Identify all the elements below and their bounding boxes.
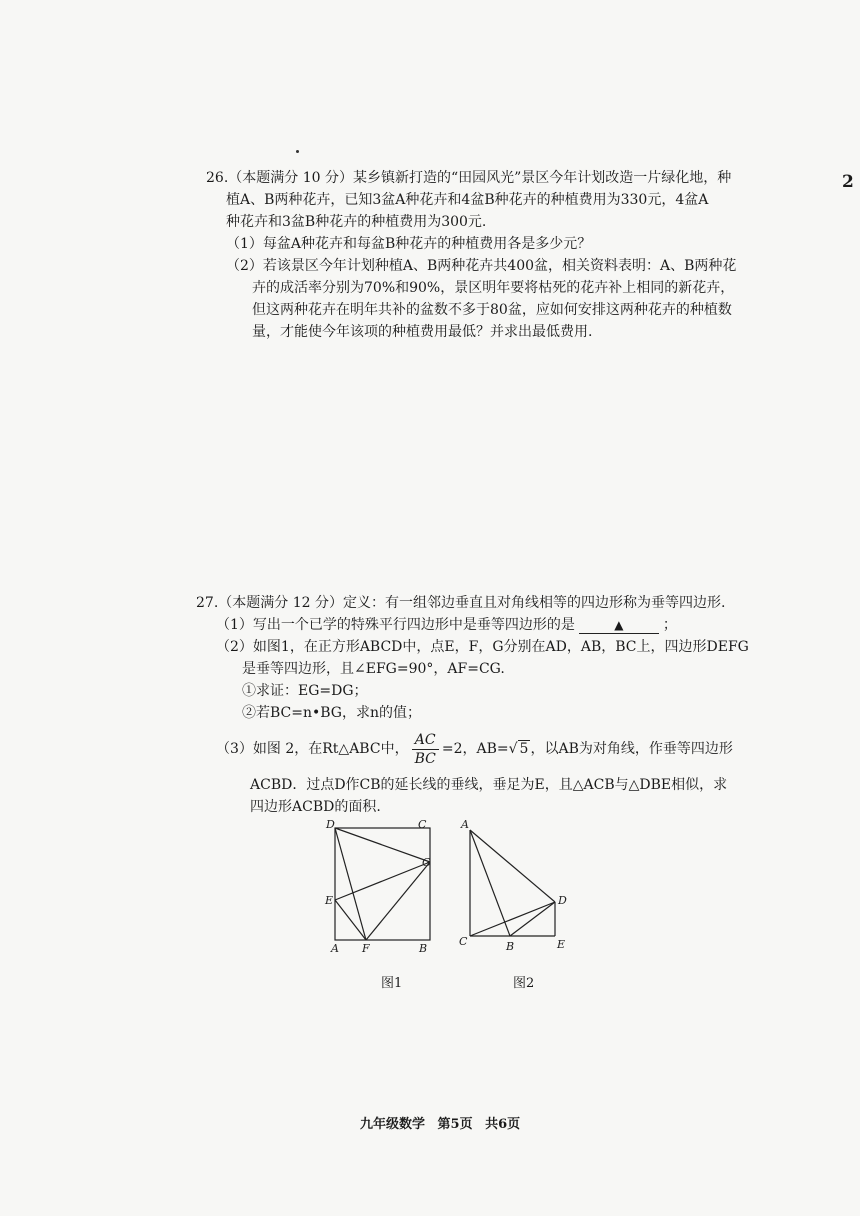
fig2-label-c: C	[459, 935, 468, 948]
sqrt-symbol: √	[508, 741, 518, 757]
p27-question-3-line-1	[196, 724, 733, 774]
segment-cd	[470, 902, 555, 936]
p26-line-2: 植A、B两种花卉，已知3盆A种花卉和4盆B种花卉的种植费用为330元，4盆A	[226, 192, 709, 208]
p27-question-2-line-1: （2）如图1，在正方形ABCD中，点E，F，G分别在AD，AB，BC上，四边形DEFG	[216, 639, 749, 655]
p26-question-2-line-1: （2）若该景区今年计划种植A、B两种花卉共400盆，相关资料表明：A、B两种花	[226, 258, 737, 274]
sqrt-radicand: 5	[519, 741, 529, 757]
fig2-label-b: B	[506, 940, 515, 953]
fig2-label-e: E	[557, 938, 566, 951]
problem-27	[196, 592, 749, 818]
p27-q3-mid: =2，AB=	[441, 741, 509, 757]
p27-question-3-line-2: ACBD．过点D作CB的延长线的垂线，垂足为E，且△ACB与△DBE相似，求	[250, 777, 728, 793]
page-footer	[360, 1113, 528, 1132]
fig1-label-f: F	[362, 942, 370, 955]
p27-question-2-line-2: 是垂等四边形，且∠EFG=90°，AF=CG.	[242, 661, 505, 677]
p27-question-3-line-3: 四边形ACBD的面积.	[250, 799, 381, 815]
scan-dot	[296, 150, 299, 153]
segment-bd	[510, 902, 555, 936]
figure-1-labels	[324, 818, 431, 955]
p26-question-2-line-2: 卉的成活率分别为70%和90%，景区明年要将枯死的花卉补上相同的新花卉，	[252, 280, 735, 296]
problem-26	[206, 167, 737, 343]
sqrt-five	[509, 738, 531, 760]
answer-blank: ▲	[579, 617, 659, 634]
p26-question-2-line-4: 量，才能使今年该项的种植费用最低？并求出最低费用.	[252, 324, 593, 340]
figure-1	[335, 828, 430, 940]
segment-dg	[335, 828, 430, 862]
edge-mark: 2	[842, 172, 854, 192]
fig1-label-d: D	[326, 818, 335, 831]
segment-ab	[470, 830, 510, 936]
fig2-label-d: D	[558, 894, 567, 907]
fig1-label-c: C	[418, 818, 427, 831]
fraction-denominator: BC	[414, 750, 436, 767]
p26-question-2-line-3: 但这两种花卉在明年共补的盆数不多于80盆，应如何安排这两种花卉的种植数	[252, 302, 732, 318]
figure-2-labels	[459, 818, 567, 953]
p27-q1-end: ；	[662, 617, 677, 633]
footer-total: 共6页	[485, 1117, 521, 1132]
p27-q3-suffix: ，以AB为对角线，作垂等四边形	[530, 741, 733, 757]
segment-ef	[335, 900, 366, 940]
p26-question-1: （1）每盆A种花卉和每盆B种花卉的种植费用各是多少元？	[226, 236, 592, 252]
p27-question-2-sub-1: ①求证：EG=DG；	[242, 683, 368, 699]
p27-q1-text: （1）写出一个已学的特殊平行四边形中是垂等四边形的是	[216, 617, 575, 633]
fraction-ac-bc	[412, 731, 439, 768]
geometry-figures	[310, 812, 580, 962]
footer-subject: 九年级数学	[360, 1117, 426, 1132]
segment-df	[335, 828, 366, 940]
p27-question-1	[196, 614, 696, 636]
p26-line-1: 26.（本题满分 10 分）某乡镇新打造的“田园风光”景区今年计划改造一片绿化地，种	[206, 170, 732, 186]
figure-2	[470, 830, 555, 936]
segment-fg	[366, 862, 430, 940]
segment-ad	[470, 830, 555, 902]
fig2-label-a: A	[461, 818, 469, 831]
footer-page: 第5页	[437, 1117, 473, 1132]
p27-question-2-sub-2: ②若BC=n•BG，求n的值；	[242, 705, 422, 721]
figure-1-caption: 图1	[381, 976, 403, 991]
p26-line-3: 种花卉和3盆B种花卉的种植费用为300元.	[226, 214, 487, 230]
figure-2-caption: 图2	[513, 976, 535, 991]
p27-q3-prefix: （3）如图 2，在Rt△ABC中，	[216, 741, 409, 757]
fig1-label-e: E	[325, 894, 334, 907]
fig1-label-b: B	[419, 942, 428, 955]
fig1-label-g: G	[422, 856, 431, 869]
fig1-label-a: A	[331, 942, 339, 955]
p27-head: 27.（本题满分 12 分）定义：有一组邻边垂直且对角线相等的四边形称为垂等四边形.	[196, 595, 726, 611]
fraction-numerator: AC	[412, 731, 439, 750]
